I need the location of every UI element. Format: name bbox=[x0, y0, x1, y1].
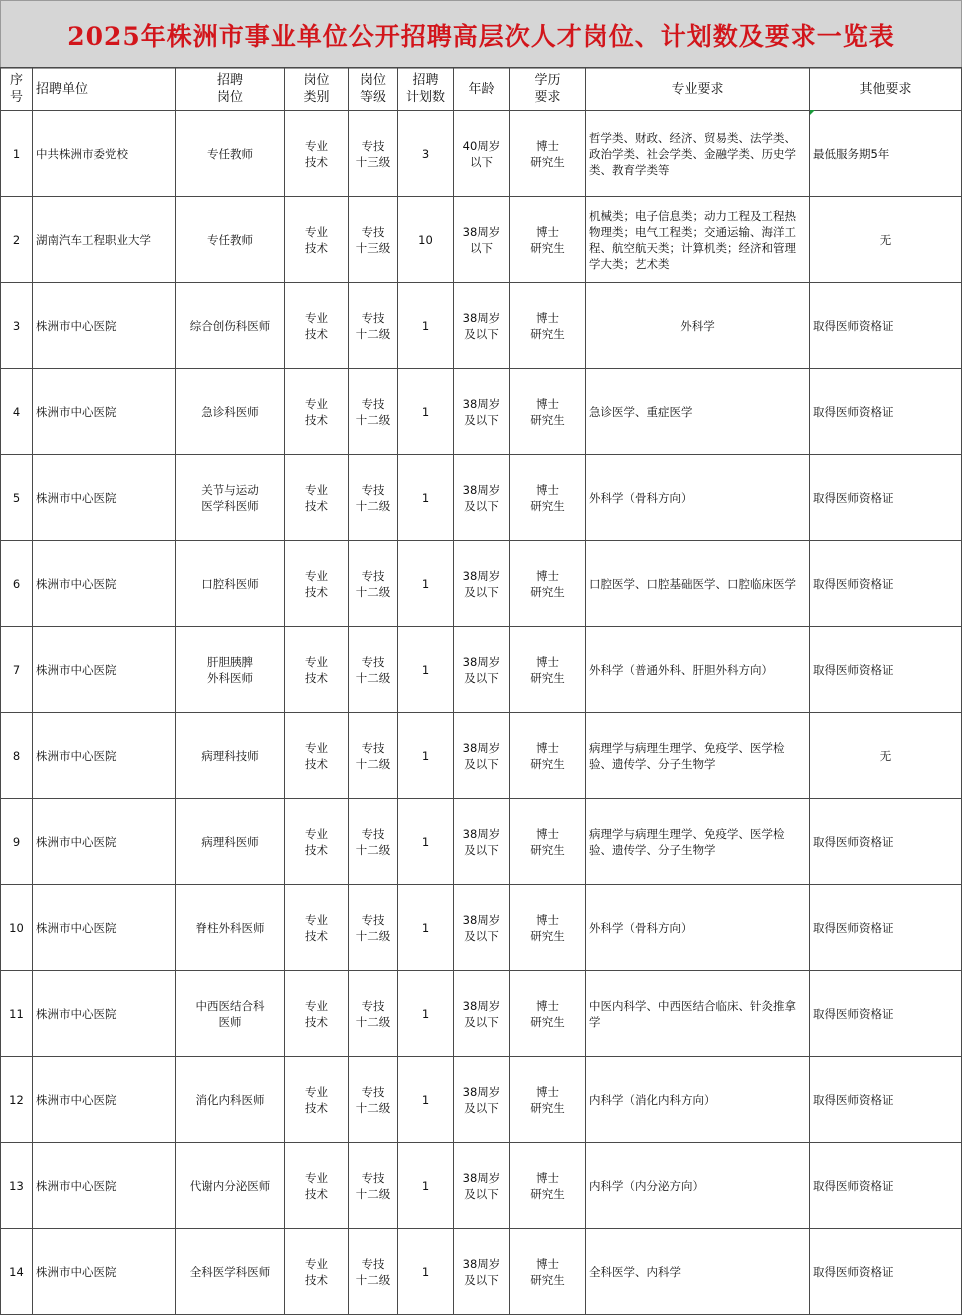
cell-major: 外科学（普通外科、肝胆外科方向） bbox=[586, 627, 810, 713]
cell-edu: 博士 研究生 bbox=[510, 971, 586, 1057]
cell-category: 专业 技术 bbox=[285, 1229, 349, 1315]
cell-post: 专任教师 bbox=[176, 197, 285, 283]
table-row bbox=[1, 1229, 962, 1315]
cell-edu: 博士 研究生 bbox=[510, 1229, 586, 1315]
cell-grade: 专技 十三级 bbox=[349, 111, 398, 197]
header-category: 岗位 类别 bbox=[285, 68, 349, 111]
cell-unit: 株洲市中心医院 bbox=[33, 1143, 176, 1229]
cell-plan: 1 bbox=[398, 713, 454, 799]
cell-major: 全科医学、内科学 bbox=[586, 1229, 810, 1315]
cell-unit: 株洲市中心医院 bbox=[33, 1229, 176, 1315]
table-row bbox=[1, 369, 962, 455]
header-post: 招聘 岗位 bbox=[176, 68, 285, 111]
cell-age: 38周岁 及以下 bbox=[454, 369, 510, 455]
cell-major: 口腔医学、口腔基础医学、口腔临床医学 bbox=[586, 541, 810, 627]
cell-plan: 1 bbox=[398, 1229, 454, 1315]
cell-other: 取得医师资格证 bbox=[810, 283, 962, 369]
table-row bbox=[1, 713, 962, 799]
table-body bbox=[1, 111, 962, 1315]
cell-seq: 8 bbox=[1, 713, 33, 799]
cell-major: 外科学（骨科方向） bbox=[586, 885, 810, 971]
cell-age: 38周岁 及以下 bbox=[454, 455, 510, 541]
cell-post: 口腔科医师 bbox=[176, 541, 285, 627]
cell-other: 无 bbox=[810, 197, 962, 283]
cell-plan: 1 bbox=[398, 627, 454, 713]
header-unit: 招聘单位 bbox=[33, 68, 176, 111]
cell-seq: 10 bbox=[1, 885, 33, 971]
table-row bbox=[1, 885, 962, 971]
table-row bbox=[1, 1057, 962, 1143]
cell-edu: 博士 研究生 bbox=[510, 713, 586, 799]
cell-age: 38周岁 以下 bbox=[454, 197, 510, 283]
cell-post: 综合创伤科医师 bbox=[176, 283, 285, 369]
table-row bbox=[1, 541, 962, 627]
cell-grade: 专技 十二级 bbox=[349, 971, 398, 1057]
cell-grade: 专技 十二级 bbox=[349, 885, 398, 971]
cell-post: 代谢内分泌医师 bbox=[176, 1143, 285, 1229]
cell-unit: 株洲市中心医院 bbox=[33, 713, 176, 799]
cell-category: 专业 技术 bbox=[285, 971, 349, 1057]
cell-major: 外科学 bbox=[586, 283, 810, 369]
cell-edu: 博士 研究生 bbox=[510, 369, 586, 455]
cell-post: 专任教师 bbox=[176, 111, 285, 197]
cell-edu: 博士 研究生 bbox=[510, 541, 586, 627]
cell-seq: 2 bbox=[1, 197, 33, 283]
cell-post: 肝胆胰脾 外科医师 bbox=[176, 627, 285, 713]
cell-category: 专业 技术 bbox=[285, 627, 349, 713]
cell-seq: 5 bbox=[1, 455, 33, 541]
cell-age: 38周岁 及以下 bbox=[454, 971, 510, 1057]
cell-other: 最低服务期5年 bbox=[810, 111, 962, 197]
cell-category: 专业 技术 bbox=[285, 369, 349, 455]
cell-age: 38周岁 及以下 bbox=[454, 627, 510, 713]
cell-category: 专业 技术 bbox=[285, 799, 349, 885]
cell-category: 专业 技术 bbox=[285, 1143, 349, 1229]
table-row bbox=[1, 111, 962, 197]
cell-category: 专业 技术 bbox=[285, 885, 349, 971]
cell-category: 专业 技术 bbox=[285, 197, 349, 283]
cell-other: 取得医师资格证 bbox=[810, 455, 962, 541]
cell-unit: 株洲市中心医院 bbox=[33, 455, 176, 541]
cell-post: 中西医结合科 医师 bbox=[176, 971, 285, 1057]
cell-post: 病理科技师 bbox=[176, 713, 285, 799]
table-row bbox=[1, 799, 962, 885]
cell-unit: 株洲市中心医院 bbox=[33, 1057, 176, 1143]
cell-age: 38周岁 及以下 bbox=[454, 541, 510, 627]
cell-major: 机械类；电子信息类；动力工程及工程热物理类；电气工程类；交通运输、海洋工程、航空航天类；计算机类；经济和管理学大类；艺术类 bbox=[586, 197, 810, 283]
cell-edu: 博士 研究生 bbox=[510, 111, 586, 197]
cell-seq: 9 bbox=[1, 799, 33, 885]
cell-age: 38周岁 及以下 bbox=[454, 1143, 510, 1229]
cell-age: 40周岁 以下 bbox=[454, 111, 510, 197]
cell-plan: 1 bbox=[398, 369, 454, 455]
cell-unit: 中共株洲市委党校 bbox=[33, 111, 176, 197]
table-row bbox=[1, 283, 962, 369]
cell-category: 专业 技术 bbox=[285, 455, 349, 541]
document-title: 2025年株洲市事业单位公开招聘高层次人才岗位、计划数及要求一览表 bbox=[67, 21, 895, 51]
title-bar bbox=[0, 0, 962, 69]
cell-grade: 专技 十二级 bbox=[349, 1143, 398, 1229]
cell-category: 专业 技术 bbox=[285, 1057, 349, 1143]
cell-category: 专业 技术 bbox=[285, 111, 349, 197]
header-edu: 学历 要求 bbox=[510, 68, 586, 111]
cell-plan: 1 bbox=[398, 541, 454, 627]
cell-major: 中医内科学、中西医结合临床、针灸推拿学 bbox=[586, 971, 810, 1057]
cell-other: 取得医师资格证 bbox=[810, 1057, 962, 1143]
cell-edu: 博士 研究生 bbox=[510, 197, 586, 283]
cell-unit: 株洲市中心医院 bbox=[33, 971, 176, 1057]
cell-edu: 博士 研究生 bbox=[510, 627, 586, 713]
cell-post: 关节与运动 医学科医师 bbox=[176, 455, 285, 541]
cell-major: 内科学（内分泌方向） bbox=[586, 1143, 810, 1229]
cell-category: 专业 技术 bbox=[285, 283, 349, 369]
cell-seq: 7 bbox=[1, 627, 33, 713]
cell-edu: 博士 研究生 bbox=[510, 799, 586, 885]
cell-seq: 4 bbox=[1, 369, 33, 455]
cell-major: 病理学与病理生理学、免疫学、医学检验、遗传学、分子生物学 bbox=[586, 713, 810, 799]
header-major: 专业要求 bbox=[586, 68, 810, 111]
table-row bbox=[1, 971, 962, 1057]
cell-plan: 1 bbox=[398, 971, 454, 1057]
table-row bbox=[1, 197, 962, 283]
cell-category: 专业 技术 bbox=[285, 541, 349, 627]
cell-other: 取得医师资格证 bbox=[810, 1143, 962, 1229]
cell-unit: 株洲市中心医院 bbox=[33, 885, 176, 971]
cell-age: 38周岁 及以下 bbox=[454, 283, 510, 369]
cell-plan: 1 bbox=[398, 455, 454, 541]
cell-post: 消化内科医师 bbox=[176, 1057, 285, 1143]
cell-grade: 专技 十二级 bbox=[349, 713, 398, 799]
cell-other: 取得医师资格证 bbox=[810, 369, 962, 455]
cell-major: 病理学与病理生理学、免疫学、医学检验、遗传学、分子生物学 bbox=[586, 799, 810, 885]
cell-plan: 1 bbox=[398, 1057, 454, 1143]
cell-seq: 13 bbox=[1, 1143, 33, 1229]
cell-major: 急诊医学、重症医学 bbox=[586, 369, 810, 455]
cell-plan: 1 bbox=[398, 1143, 454, 1229]
cell-seq: 3 bbox=[1, 283, 33, 369]
cell-age: 38周岁 及以下 bbox=[454, 799, 510, 885]
header-other: 其他要求 bbox=[810, 68, 962, 111]
cell-other: 取得医师资格证 bbox=[810, 971, 962, 1057]
cell-grade: 专技 十二级 bbox=[349, 541, 398, 627]
recruitment-table bbox=[0, 67, 962, 1315]
cell-grade: 专技 十二级 bbox=[349, 283, 398, 369]
cell-age: 38周岁 及以下 bbox=[454, 1057, 510, 1143]
cell-other: 取得医师资格证 bbox=[810, 1229, 962, 1315]
cell-age: 38周岁 及以下 bbox=[454, 1229, 510, 1315]
cell-unit: 株洲市中心医院 bbox=[33, 627, 176, 713]
header-age: 年龄 bbox=[454, 68, 510, 111]
cell-other: 取得医师资格证 bbox=[810, 799, 962, 885]
cell-post: 全科医学科医师 bbox=[176, 1229, 285, 1315]
cell-grade: 专技 十二级 bbox=[349, 1057, 398, 1143]
cell-other: 无 bbox=[810, 713, 962, 799]
cell-unit: 湖南汽车工程职业大学 bbox=[33, 197, 176, 283]
cell-post: 病理科医师 bbox=[176, 799, 285, 885]
table-row bbox=[1, 627, 962, 713]
cell-grade: 专技 十二级 bbox=[349, 1229, 398, 1315]
cell-edu: 博士 研究生 bbox=[510, 1143, 586, 1229]
cell-unit: 株洲市中心医院 bbox=[33, 283, 176, 369]
header-grade: 岗位 等级 bbox=[349, 68, 398, 111]
cell-grade: 专技 十三级 bbox=[349, 197, 398, 283]
cell-other: 取得医师资格证 bbox=[810, 627, 962, 713]
cell-unit: 株洲市中心医院 bbox=[33, 541, 176, 627]
cell-major: 哲学类、财政、经济、贸易类、法学类、政治学类、社会学类、金融学类、历史学类、教育学类等 bbox=[586, 111, 810, 197]
cell-seq: 14 bbox=[1, 1229, 33, 1315]
cell-seq: 1 bbox=[1, 111, 33, 197]
cell-plan: 10 bbox=[398, 197, 454, 283]
cell-category: 专业 技术 bbox=[285, 713, 349, 799]
cell-edu: 博士 研究生 bbox=[510, 1057, 586, 1143]
table-row bbox=[1, 455, 962, 541]
cell-unit: 株洲市中心医院 bbox=[33, 799, 176, 885]
cell-plan: 1 bbox=[398, 799, 454, 885]
cell-plan: 1 bbox=[398, 283, 454, 369]
cell-seq: 11 bbox=[1, 971, 33, 1057]
cell-plan: 1 bbox=[398, 885, 454, 971]
cell-edu: 博士 研究生 bbox=[510, 885, 586, 971]
header-plan: 招聘 计划数 bbox=[398, 68, 454, 111]
cell-age: 38周岁 及以下 bbox=[454, 713, 510, 799]
cell-edu: 博士 研究生 bbox=[510, 283, 586, 369]
cell-age: 38周岁 及以下 bbox=[454, 885, 510, 971]
cell-seq: 6 bbox=[1, 541, 33, 627]
header-row bbox=[1, 68, 962, 111]
cell-major: 外科学（骨科方向） bbox=[586, 455, 810, 541]
cell-grade: 专技 十二级 bbox=[349, 799, 398, 885]
cell-plan: 3 bbox=[398, 111, 454, 197]
cell-unit: 株洲市中心医院 bbox=[33, 369, 176, 455]
cell-major: 内科学（消化内科方向） bbox=[586, 1057, 810, 1143]
cell-grade: 专技 十二级 bbox=[349, 455, 398, 541]
cell-other: 取得医师资格证 bbox=[810, 885, 962, 971]
cell-edu: 博士 研究生 bbox=[510, 455, 586, 541]
header-seq: 序 号 bbox=[1, 68, 33, 111]
cell-seq: 12 bbox=[1, 1057, 33, 1143]
cell-post: 急诊科医师 bbox=[176, 369, 285, 455]
cell-grade: 专技 十二级 bbox=[349, 627, 398, 713]
cell-other: 取得医师资格证 bbox=[810, 541, 962, 627]
cell-post: 脊柱外科医师 bbox=[176, 885, 285, 971]
table-row bbox=[1, 1143, 962, 1229]
cell-grade: 专技 十二级 bbox=[349, 369, 398, 455]
cell-comment-marker bbox=[810, 110, 815, 115]
